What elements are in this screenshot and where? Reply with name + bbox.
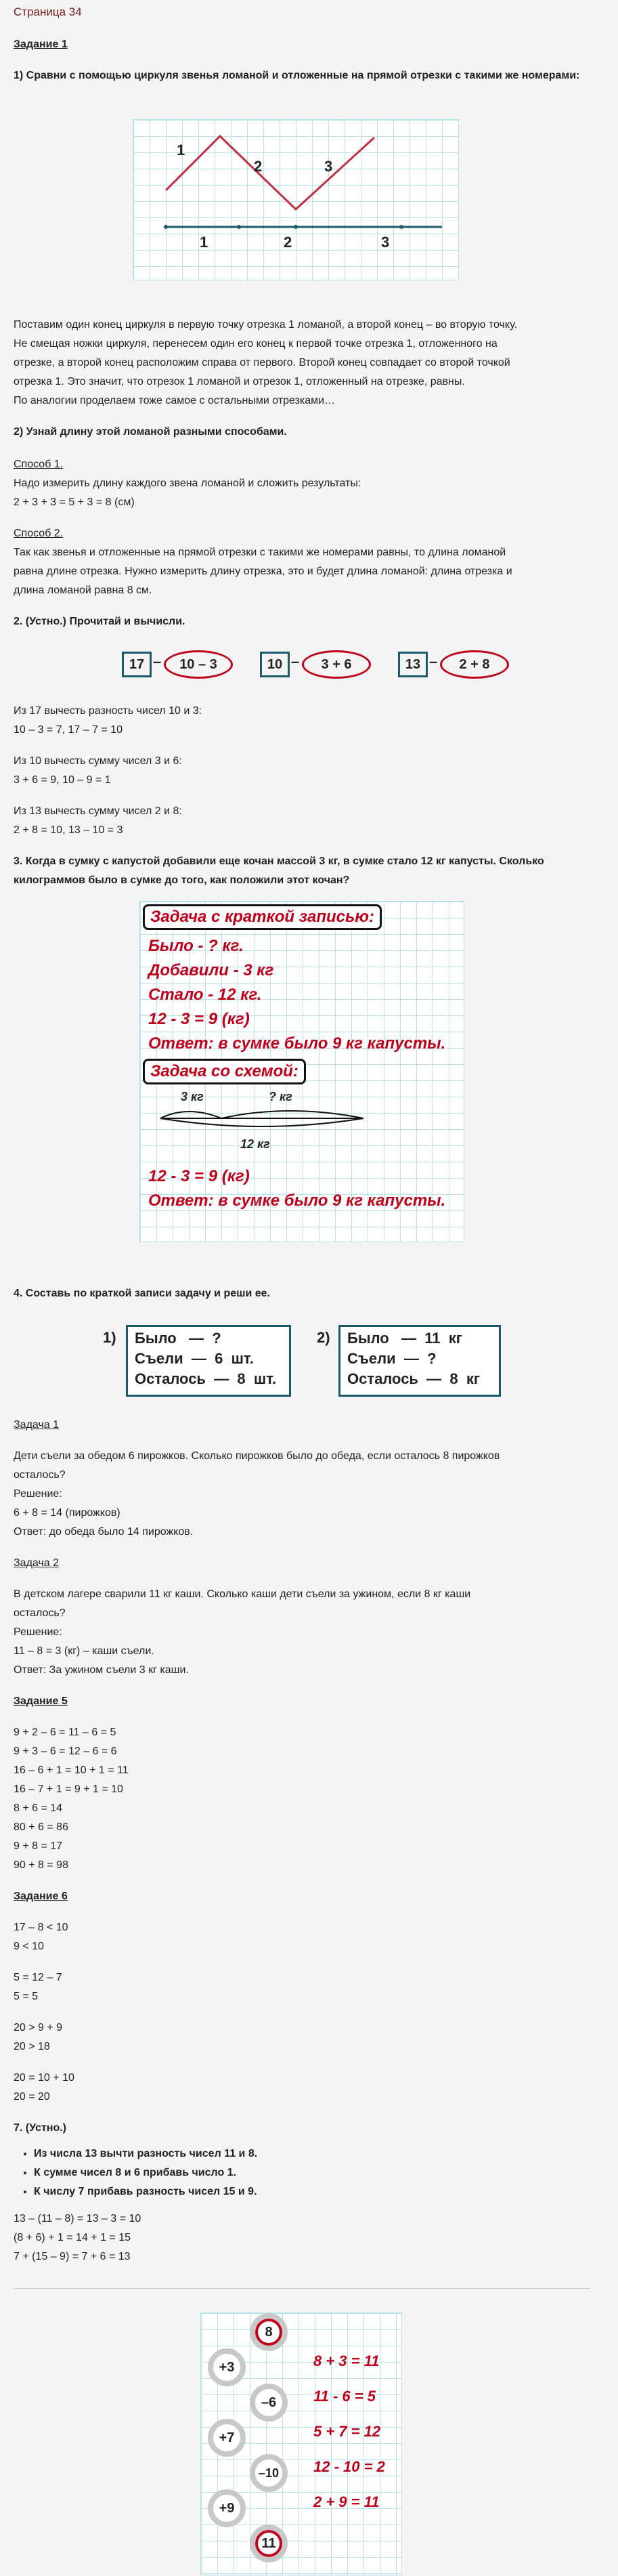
ring: +7 [208, 2419, 246, 2457]
scheme-label-right: ? кг [269, 1090, 292, 1103]
segment-label-2: 2 [284, 234, 292, 251]
task7-heading: 7. (Устно.) [14, 2122, 67, 2134]
broken-line [166, 136, 374, 209]
method2-line: Так как звенья и отложенные на прямой отрезки с такими же номерами равны, то длина ломаной [14, 547, 506, 558]
expression-dash: – [429, 653, 438, 670]
expression-oval: 10 – 3 [164, 650, 233, 679]
ring: –10 [250, 2454, 288, 2492]
record-line: Было — ? [135, 1330, 221, 1347]
short-note-line: Стало - 12 кг. [148, 986, 262, 1004]
expression-box: 13 [398, 652, 428, 677]
chain-result: 12 - 10 = 2 [313, 2458, 385, 2475]
answer-line: Из 17 вычесть разность чисел 10 и 3: [14, 705, 202, 717]
explanation-line: Поставим один конец циркуля в первую точку отрезка 1 ломаной, а второй конец – во вторую точку. [14, 319, 517, 331]
task7-line: 13 – (11 – 8) = 13 – 3 = 10 [14, 2213, 141, 2224]
record-line: Съели — ? [347, 1350, 437, 1367]
task7-line: 7 + (15 – 9) = 7 + 6 = 13 [14, 2251, 131, 2262]
explanation-line: По аналогии проделаем тоже самое с остальными отрезками… [14, 395, 336, 406]
task6-heading: Задание 6 [14, 1891, 68, 1902]
polyline-label-3: 3 [324, 158, 333, 175]
short-note-line: Добавили - 3 кг [148, 961, 274, 979]
problem2-line: В детском лагере сварили 11 кг каши. Сколько каши дети съели за ужином, если 8 кг каши [14, 1588, 471, 1600]
segment-label-3: 3 [381, 234, 390, 251]
task6-line: 20 = 10 + 10 [14, 2072, 74, 2084]
polyline-figure [133, 119, 459, 280]
box1-number: 1) [103, 1329, 116, 1346]
ring: +9 [208, 2489, 246, 2527]
scheme-line: Ответ: в сумке было 9 кг капусты. [148, 1191, 446, 1210]
task6-line: 20 > 9 + 9 [14, 2022, 63, 2033]
problem2-line: Ответ: За ужином съели 3 кг каши. [14, 1664, 189, 1676]
answer-line: 10 – 3 = 7, 17 – 7 = 10 [14, 724, 123, 736]
record-line: Было — 11 кг [347, 1330, 462, 1347]
problem2-line: осталось? [14, 1607, 66, 1619]
problem2-line: 11 – 8 = 3 (кг) – каши съели. [14, 1645, 154, 1657]
task5-line: 9 + 2 – 6 = 11 – 6 = 5 [14, 1727, 116, 1738]
problem1-line: осталось? [14, 1469, 66, 1481]
divider [14, 2288, 590, 2289]
task1-heading: Задание 1 [14, 39, 68, 50]
task2-heading: 2. (Устно.) Прочитай и вычисли. [14, 616, 185, 627]
task4-heading: 4. Составь по краткой записи задачу и реши ее. [14, 1288, 270, 1299]
polyline-label-2: 2 [254, 158, 263, 175]
explanation-line: отрезка 1. Это значит, что отрезок 1 ломаной и отрезок 1, отложенный на отрезке, равны. [14, 376, 465, 387]
ring: 11 [250, 2525, 288, 2562]
record-line: Осталось — 8 кг [347, 1370, 481, 1387]
scheme-label-left: 3 кг [181, 1090, 204, 1103]
task7-list [14, 2145, 596, 2201]
task1-question1: 1) Сравни с помощью циркуля звенья ломаной и отложенные на прямой отрезки с такими же номерами: [14, 70, 580, 81]
ring: –6 [250, 2384, 288, 2422]
problem1-title: Задача 1 [14, 1419, 60, 1431]
task6-line: 5 = 12 – 7 [14, 1972, 62, 1983]
short-note-line: Было - ? кг. [148, 937, 244, 955]
method1-line: Надо измерить длину каждого звена ломаной и сложить результаты: [14, 478, 361, 489]
method2-title: Способ 2. [14, 528, 64, 539]
answer-line: Из 10 вычесть сумму чисел 3 и 6: [14, 755, 182, 767]
task5-line: 80 + 6 = 86 [14, 1821, 68, 1833]
expression-box: 17 [122, 652, 152, 677]
problem2-line: Решение: [14, 1626, 62, 1638]
task6-line: 9 < 10 [14, 1941, 44, 1952]
task1-question2: 2) Узнай длину этой ломаной разными способами. [14, 426, 287, 438]
expression-row [122, 650, 528, 677]
problem2-title: Задача 2 [14, 1557, 60, 1569]
task7-line: (8 + 6) + 1 = 14 + 1 = 15 [14, 2232, 131, 2243]
task6-line: 5 = 5 [14, 1991, 39, 2002]
page-title: Страница 34 [14, 5, 82, 18]
task7-bullet: • К числу 7 прибавь разность чисел 15 и 9. [34, 2182, 596, 2201]
expression-box: 10 [260, 652, 290, 677]
explanation-line: отрезке, а второй конец расположим справа от первого. Второй конец совпадает со второй точкой [14, 357, 510, 368]
task5-line: 9 + 8 = 17 [14, 1840, 63, 1852]
task5-line: 8 + 6 = 14 [14, 1802, 63, 1814]
record-line: Съели — 6 шт. [135, 1350, 254, 1367]
method2-line: равна длине отрезка. Нужно измерить длину отрезка, это и будет длина ломаной: длина отрезка и [14, 566, 512, 577]
short-record-box-2 [338, 1325, 501, 1397]
chain-result: 11 - 6 = 5 [313, 2388, 376, 2405]
problem1-line: 6 + 8 = 14 (пирожков) [14, 1507, 120, 1519]
task5-line: 9 + 3 – 6 = 12 – 6 = 6 [14, 1746, 117, 1757]
chain-result: 5 + 7 = 12 [313, 2423, 381, 2440]
explanation-line: Не смещая ножки циркуля, перенесем один его конец к первой точке отрезка 1, отложенного на [14, 338, 498, 350]
task5-line: 16 – 7 + 1 = 9 + 1 = 10 [14, 1783, 123, 1795]
task6-line: 20 > 18 [14, 2041, 50, 2052]
task7-bullet: • К сумме чисел 8 и 6 прибавь число 1. [34, 2163, 596, 2182]
short-note-line: 12 - 3 = 9 (кг) [148, 1010, 250, 1028]
method2-line: длина ломаной равна 8 см. [14, 585, 152, 596]
answer-line: 3 + 6 = 9, 10 – 9 = 1 [14, 774, 111, 786]
ring: +3 [208, 2348, 246, 2386]
expression-dash: – [153, 653, 162, 670]
ring: 8 [250, 2313, 288, 2351]
answer-line: 2 + 8 = 10, 13 – 10 = 3 [14, 824, 123, 836]
task5-line: 90 + 8 = 98 [14, 1859, 68, 1871]
problem1-line: Решение: [14, 1488, 62, 1500]
short-record-box-1 [126, 1325, 291, 1397]
task5-line: 16 – 6 + 1 = 10 + 1 = 11 [14, 1765, 129, 1776]
task7-bullet: • Из числа 13 вычти разность чисел 11 и 8. [34, 2145, 596, 2163]
record-line: Осталось — 8 шт. [135, 1370, 277, 1387]
short-note-title: Задача с краткой записью: [143, 904, 382, 930]
task5-heading: Задание 5 [14, 1695, 68, 1707]
task6-line: 17 – 8 < 10 [14, 1922, 68, 1933]
expression-dash: – [291, 653, 300, 670]
polyline-label-1: 1 [177, 142, 185, 159]
box2-number: 2) [317, 1329, 330, 1346]
segment-label-1: 1 [200, 234, 208, 251]
problem1-line: Дети съели за обедом 6 пирожков. Сколько пирожков было до обеда, если осталось 8 пирожков [14, 1450, 500, 1462]
chain-result: 2 + 9 = 11 [313, 2493, 380, 2510]
expression-oval: 2 + 8 [440, 650, 509, 679]
scheme-title: Задача со схемой: [143, 1059, 306, 1084]
method1-line: 2 + 3 + 3 = 5 + 3 = 8 (см) [14, 497, 135, 508]
method1-title: Способ 1. [14, 459, 64, 470]
expression-oval: 3 + 6 [302, 650, 371, 679]
task3-heading: 3. Когда в сумку с капустой добавили еще кочан массой 3 кг, в сумке стало 12 кг капусты. Сколько килограммов было в сумке до того, как положили этот кочан? [14, 856, 544, 886]
task3-notebook [139, 901, 464, 1242]
ring-chain-figure [200, 2313, 402, 2575]
scheme-label-total: 12 кг [240, 1137, 270, 1151]
short-note-line: Ответ: в сумке было 9 кг капусты. [148, 1034, 446, 1053]
chain-result: 8 + 3 = 11 [313, 2352, 380, 2369]
answer-line: Из 13 вычесть сумму чисел 2 и 8: [14, 805, 182, 817]
scheme-line: 12 - 3 = 9 (кг) [148, 1167, 250, 1185]
task6-line: 20 = 20 [14, 2091, 50, 2103]
problem1-line: Ответ: до обеда было 14 пирожков. [14, 1526, 194, 1538]
